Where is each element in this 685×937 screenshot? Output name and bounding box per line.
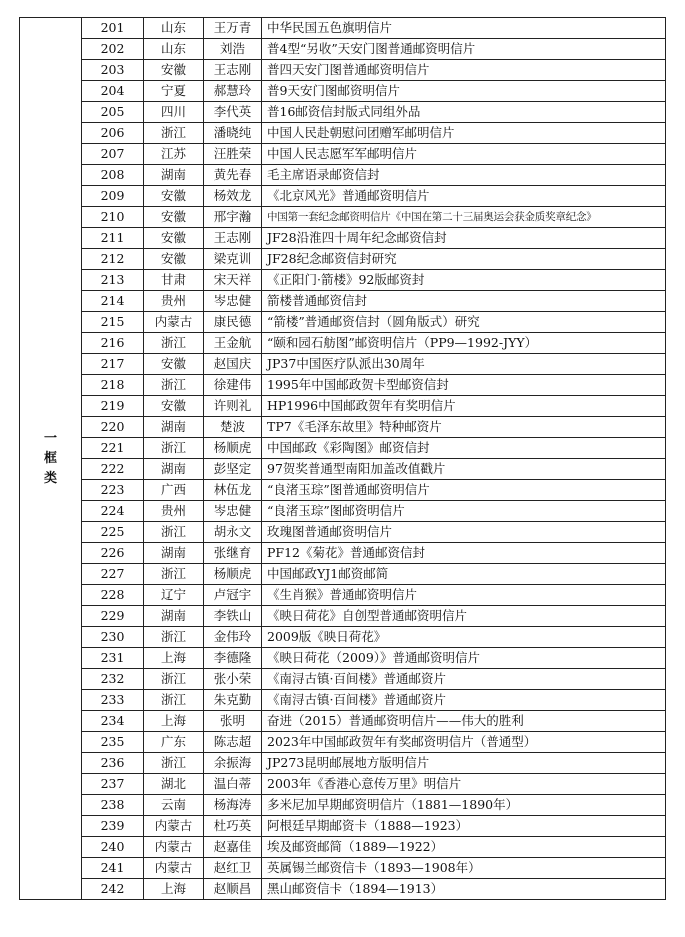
province: 浙江: [144, 375, 204, 396]
entry-number: 220: [82, 417, 144, 438]
entry-number: 226: [82, 543, 144, 564]
entry-number: 215: [82, 312, 144, 333]
province: 江苏: [144, 144, 204, 165]
exhibit-title: 2003年《香港心意传万里》明信片: [262, 774, 666, 795]
entry-number: 233: [82, 690, 144, 711]
exhibitor-name: 许则礼: [204, 396, 262, 417]
province: 湖北: [144, 774, 204, 795]
province: 山东: [144, 18, 204, 39]
table-row: [20, 249, 666, 270]
entry-number: 236: [82, 753, 144, 774]
exhibitor-name: 杨顺虎: [204, 438, 262, 459]
exhibitor-name: 王志刚: [204, 60, 262, 81]
province: 上海: [144, 879, 204, 900]
exhibitor-name: 梁克训: [204, 249, 262, 270]
exhibitor-name: 王万青: [204, 18, 262, 39]
table-row: [20, 711, 666, 732]
table-row: [20, 312, 666, 333]
exhibitor-name: 赵顺昌: [204, 879, 262, 900]
table-row: [20, 774, 666, 795]
table-row: [20, 102, 666, 123]
exhibit-title: 《映日荷花（2009）》普通邮资明信片: [262, 648, 666, 669]
category-cell: [20, 18, 82, 900]
exhibitor-name: 杨海涛: [204, 795, 262, 816]
exhibit-title: 普四天安门图普通邮资明信片: [262, 60, 666, 81]
province: 浙江: [144, 690, 204, 711]
province: 浙江: [144, 123, 204, 144]
province: 山东: [144, 39, 204, 60]
entry-number: 201: [82, 18, 144, 39]
exhibitor-name: 张小荣: [204, 669, 262, 690]
exhibit-title: 《南浔古镇·百间楼》普通邮资片: [262, 690, 666, 711]
province: 湖南: [144, 606, 204, 627]
province: 安徽: [144, 207, 204, 228]
entry-number: 222: [82, 459, 144, 480]
table-row: [20, 753, 666, 774]
entry-number: 206: [82, 123, 144, 144]
exhibit-title: JF28纪念邮资信封研究: [262, 249, 666, 270]
province: 安徽: [144, 354, 204, 375]
table-row: [20, 165, 666, 186]
table-row: [20, 732, 666, 753]
exhibit-title: 普16邮资信封版式同组外品: [262, 102, 666, 123]
entry-number: 203: [82, 60, 144, 81]
exhibitor-name: 刘浩: [204, 39, 262, 60]
table-row: [20, 417, 666, 438]
exhibit-title: 中国人民赴朝慰问团赠军邮明信片: [262, 123, 666, 144]
province: 浙江: [144, 627, 204, 648]
exhibitor-name: 温白蒂: [204, 774, 262, 795]
table-row: [20, 123, 666, 144]
exhibit-title: 中国邮政《彩陶图》邮资信封: [262, 438, 666, 459]
table-row: [20, 606, 666, 627]
exhibit-title: PF12《菊花》普通邮资信封: [262, 543, 666, 564]
table-row: [20, 39, 666, 60]
entry-number: 230: [82, 627, 144, 648]
entry-number: 210: [82, 207, 144, 228]
exhibit-title: 《映日荷花》自创型普通邮资明信片: [262, 606, 666, 627]
exhibitor-name: 李德隆: [204, 648, 262, 669]
exhibitor-name: 彭坚定: [204, 459, 262, 480]
exhibit-title: 中国人民志愿军军邮明信片: [262, 144, 666, 165]
entry-number: 202: [82, 39, 144, 60]
exhibitor-name: 陈志超: [204, 732, 262, 753]
exhibitor-name: 岑忠健: [204, 501, 262, 522]
province: 浙江: [144, 753, 204, 774]
exhibit-title: JF28沿淮四十周年纪念邮资信封: [262, 228, 666, 249]
exhibit-title: 中华民国五色旗明信片: [262, 18, 666, 39]
entry-number: 228: [82, 585, 144, 606]
exhibit-title: HP1996中国邮政贺年有奖明信片: [262, 396, 666, 417]
exhibitor-name: 王志刚: [204, 228, 262, 249]
entry-number: 212: [82, 249, 144, 270]
table-row: [20, 837, 666, 858]
exhibitor-name: 杨效龙: [204, 186, 262, 207]
province: 上海: [144, 711, 204, 732]
exhibitor-name: 林伍龙: [204, 480, 262, 501]
entry-number: 218: [82, 375, 144, 396]
table-row: [20, 795, 666, 816]
exhibitor-name: 赵国庆: [204, 354, 262, 375]
table-row: [20, 186, 666, 207]
exhibitor-name: 胡永文: [204, 522, 262, 543]
exhibitor-name: 余振海: [204, 753, 262, 774]
exhibitor-name: 汪胜荣: [204, 144, 262, 165]
exhibit-title: 《南浔古镇·百间楼》普通邮资片: [262, 669, 666, 690]
exhibitor-name: 张明: [204, 711, 262, 732]
table-row: [20, 60, 666, 81]
province: 安徽: [144, 249, 204, 270]
exhibitor-name: 金伟玲: [204, 627, 262, 648]
exhibit-title: “颐和园石舫图”邮资明信片（PP9—1992-JYY）: [262, 333, 666, 354]
entry-number: 214: [82, 291, 144, 312]
province: 辽宁: [144, 585, 204, 606]
exhibitor-name: 楚波: [204, 417, 262, 438]
province: 内蒙古: [144, 816, 204, 837]
province: 上海: [144, 648, 204, 669]
table-row: [20, 81, 666, 102]
exhibit-list-table: [19, 17, 666, 900]
table-row: [20, 501, 666, 522]
entry-number: 238: [82, 795, 144, 816]
exhibitor-name: 邢宇瀚: [204, 207, 262, 228]
exhibit-title: “良渚玉琮”图普通邮资明信片: [262, 480, 666, 501]
table-row: [20, 354, 666, 375]
table-row: [20, 816, 666, 837]
exhibit-title: 多米尼加早期邮资明信片（1881—1890年）: [262, 795, 666, 816]
table-row: [20, 543, 666, 564]
exhibit-title: 埃及邮资邮简（1889—1922）: [262, 837, 666, 858]
table-row: [20, 396, 666, 417]
entry-number: 208: [82, 165, 144, 186]
exhibitor-name: 康民德: [204, 312, 262, 333]
province: 安徽: [144, 228, 204, 249]
entry-number: 239: [82, 816, 144, 837]
exhibit-title: 普9天安门图邮资明信片: [262, 81, 666, 102]
province: 浙江: [144, 522, 204, 543]
province: 湖南: [144, 459, 204, 480]
entry-number: 231: [82, 648, 144, 669]
table-row: [20, 669, 666, 690]
exhibitor-name: 王金航: [204, 333, 262, 354]
exhibit-title: 2009版《映日荷花》: [262, 627, 666, 648]
province: 安徽: [144, 60, 204, 81]
entry-number: 211: [82, 228, 144, 249]
exhibit-title: 英属锡兰邮资信卡（1893—1908年）: [262, 858, 666, 879]
province: 广西: [144, 480, 204, 501]
exhibit-title: JP37中国医疗队派出30周年: [262, 354, 666, 375]
exhibitor-name: 朱克勤: [204, 690, 262, 711]
exhibitor-name: 李代英: [204, 102, 262, 123]
exhibit-title: 中国第一套纪念邮资明信片《中国在第二十三届奥运会获金质奖章纪念》: [262, 207, 666, 228]
exhibitor-name: 杨顺虎: [204, 564, 262, 585]
province: 内蒙古: [144, 858, 204, 879]
exhibit-title: 1995年中国邮政贺卡型邮资信封: [262, 375, 666, 396]
exhibit-title: 阿根廷早期邮资卡（1888—1923）: [262, 816, 666, 837]
entry-number: 229: [82, 606, 144, 627]
exhibit-title: 奋进（2015）普通邮资明信片——伟大的胜利: [262, 711, 666, 732]
province: 云南: [144, 795, 204, 816]
exhibitor-name: 李铁山: [204, 606, 262, 627]
entry-number: 207: [82, 144, 144, 165]
province: 贵州: [144, 501, 204, 522]
entry-number: 219: [82, 396, 144, 417]
exhibit-title: “箭楼”普通邮资信封（圆角版式）研究: [262, 312, 666, 333]
entry-number: 232: [82, 669, 144, 690]
entry-number: 237: [82, 774, 144, 795]
exhibitor-name: 卢冠宇: [204, 585, 262, 606]
province: 湖南: [144, 417, 204, 438]
table-row: [20, 522, 666, 543]
province: 四川: [144, 102, 204, 123]
exhibitor-name: 徐建伟: [204, 375, 262, 396]
entry-number: 205: [82, 102, 144, 123]
table-row: [20, 690, 666, 711]
province: 浙江: [144, 333, 204, 354]
exhibitor-name: 赵红卫: [204, 858, 262, 879]
exhibit-title: JP273昆明邮展地方版明信片: [262, 753, 666, 774]
entry-number: 235: [82, 732, 144, 753]
table-row: [20, 228, 666, 249]
entry-number: 224: [82, 501, 144, 522]
province: 湖南: [144, 543, 204, 564]
province: 贵州: [144, 291, 204, 312]
exhibitor-name: 宋天祥: [204, 270, 262, 291]
table-row: [20, 648, 666, 669]
table-row: [20, 270, 666, 291]
exhibit-title: 黑山邮资信卡（1894—1913）: [262, 879, 666, 900]
exhibit-title: 箭楼普通邮资信封: [262, 291, 666, 312]
entry-number: 242: [82, 879, 144, 900]
table-row: [20, 879, 666, 900]
entry-number: 227: [82, 564, 144, 585]
entry-number: 204: [82, 81, 144, 102]
province: 安徽: [144, 396, 204, 417]
exhibit-title: 《正阳门·箭楼》92版邮资封: [262, 270, 666, 291]
table-row: [20, 333, 666, 354]
exhibit-title: 普4型“另收”天安门图普通邮资明信片: [262, 39, 666, 60]
province: 浙江: [144, 564, 204, 585]
province: 广东: [144, 732, 204, 753]
entry-number: 216: [82, 333, 144, 354]
table-row: [20, 459, 666, 480]
province: 内蒙古: [144, 837, 204, 858]
province: 内蒙古: [144, 312, 204, 333]
province: 湖南: [144, 165, 204, 186]
table-row: [20, 291, 666, 312]
entry-number: 241: [82, 858, 144, 879]
exhibitor-name: 潘晓纯: [204, 123, 262, 144]
entry-number: 234: [82, 711, 144, 732]
entry-number: 221: [82, 438, 144, 459]
exhibitor-name: 岑忠健: [204, 291, 262, 312]
table-row: [20, 18, 666, 39]
table-row: [20, 480, 666, 501]
entry-number: 213: [82, 270, 144, 291]
province: 浙江: [144, 669, 204, 690]
exhibit-title: 2023年中国邮政贺年有奖邮资明信片（普通型）: [262, 732, 666, 753]
province: 甘肃: [144, 270, 204, 291]
exhibitor-name: 杜巧英: [204, 816, 262, 837]
exhibit-title: 毛主席语录邮资信封: [262, 165, 666, 186]
exhibit-title: 玫瑰图普通邮资明信片: [262, 522, 666, 543]
table-row: [20, 627, 666, 648]
entry-number: 209: [82, 186, 144, 207]
exhibitor-name: 赵嘉佳: [204, 837, 262, 858]
province: 安徽: [144, 186, 204, 207]
province: 浙江: [144, 438, 204, 459]
exhibit-title: 中国邮政YJ1邮资邮简: [262, 564, 666, 585]
exhibit-title: 《生肖猴》普通邮资明信片: [262, 585, 666, 606]
exhibitor-name: 郝慧玲: [204, 81, 262, 102]
exhibit-title: TP7《毛泽东故里》特种邮资片: [262, 417, 666, 438]
exhibit-title: 97贺奖普通型南阳加盖改值戳片: [262, 459, 666, 480]
entry-number: 240: [82, 837, 144, 858]
table-row: [20, 207, 666, 228]
table-body: [20, 18, 666, 900]
exhibitor-name: 黄先春: [204, 165, 262, 186]
exhibit-title: 《北京风光》普通邮资明信片: [262, 186, 666, 207]
table-row: [20, 585, 666, 606]
category-label: 一框类: [43, 430, 57, 486]
table-row: [20, 438, 666, 459]
table-row: [20, 564, 666, 585]
exhibitor-name: 张继育: [204, 543, 262, 564]
table-row: [20, 144, 666, 165]
entry-number: 223: [82, 480, 144, 501]
entry-number: 225: [82, 522, 144, 543]
province: 宁夏: [144, 81, 204, 102]
exhibit-title: “良渚玉琮”图邮资明信片: [262, 501, 666, 522]
table-row: [20, 375, 666, 396]
entry-number: 217: [82, 354, 144, 375]
table-row: [20, 858, 666, 879]
